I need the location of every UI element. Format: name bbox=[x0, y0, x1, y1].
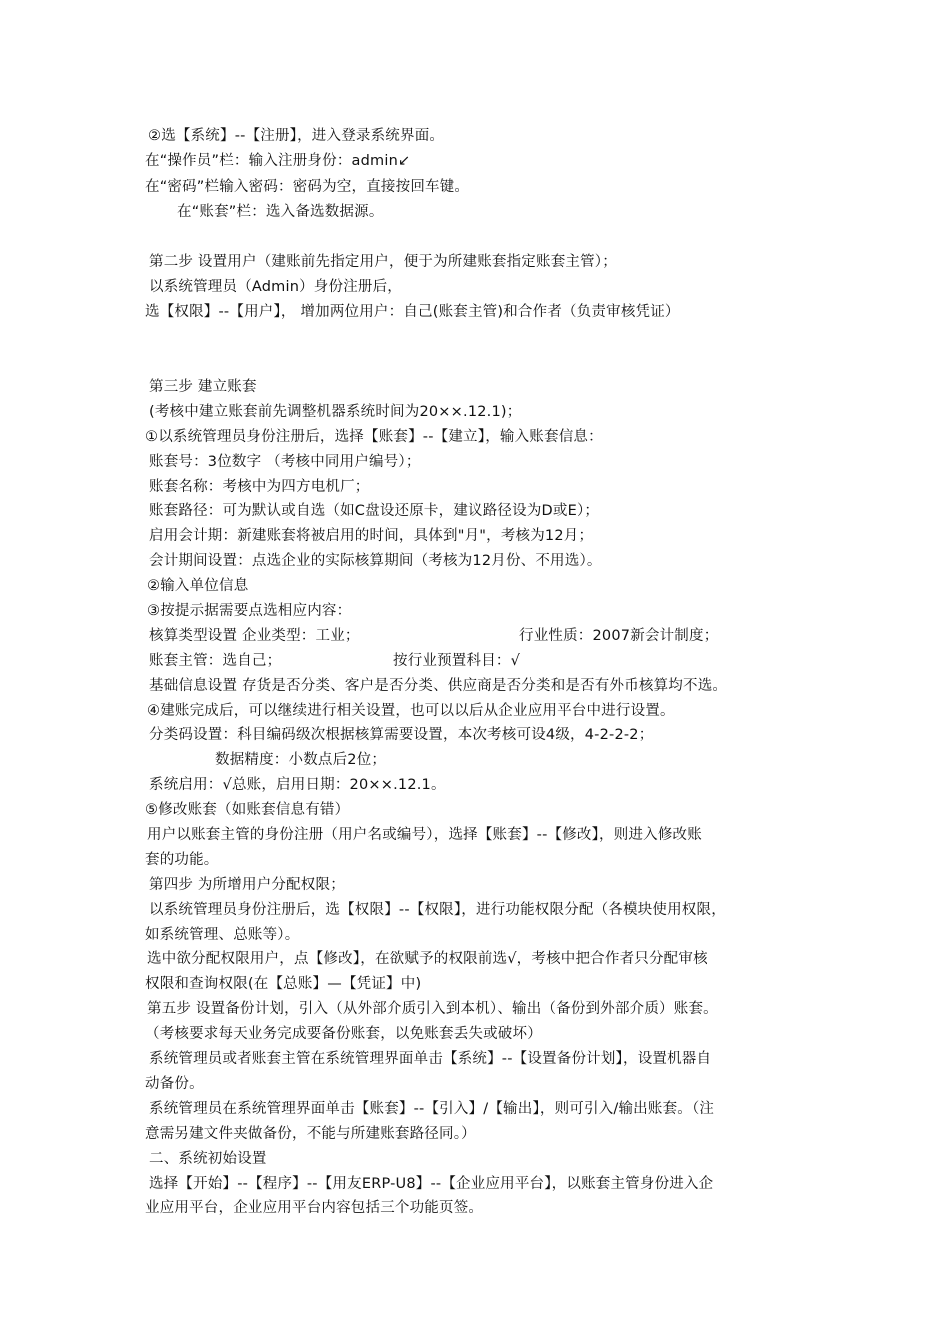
text-line-21: ④建账完成后，可以继续进行相关设置，也可以以后从企业应用平台中进行设置。 bbox=[147, 703, 675, 719]
text-line-27: 套的功能。 bbox=[145, 852, 219, 868]
text-line-1: ②选【系统】--【注册】，进入登录系统界面。 bbox=[148, 128, 445, 144]
text-line-26: 用户以账套主管的身份注册（用户名或编号），选择【账套】--【修改】，则进入修改账 bbox=[147, 827, 702, 843]
text-line-36: 动备份。 bbox=[145, 1076, 204, 1092]
text-line-19b: 按行业预置科目：√ bbox=[393, 653, 521, 669]
text-line-12: 账套名称：考核中为四方电机厂； bbox=[149, 479, 370, 495]
text-line-28: 第四步 为所增用户分配权限； bbox=[149, 877, 345, 893]
text-line-14: 启用会计期：新建账套将被启用的时间，具体到"月"，考核为12月； bbox=[149, 528, 594, 544]
text-line-35: 系统管理员或者账套主管在系统管理界面单击【系统】--【设置备份计划】，设置机器自 bbox=[149, 1051, 712, 1067]
text-line-38: 意需另建文件夹做备份，不能与所建账套路径同。） bbox=[145, 1126, 476, 1142]
text-line-13: 账套路径：可为默认或自选（如C盘设还原卡，建议路径设为D或E）； bbox=[149, 503, 600, 519]
text-line-11: 账套号：3位数字 （考核中同用户编号）； bbox=[149, 454, 421, 470]
text-line-8: 第三步 建立账套 bbox=[149, 379, 257, 395]
text-line-34: （考核要求每天业务完成要备份账套，以免账套丢失或破坏） bbox=[145, 1026, 542, 1042]
text-line-2: 在“操作员”栏：输入注册身份：admin↙ bbox=[145, 153, 411, 169]
text-line-22: 分类码设置：科目编码级次根据核算需要设置，本次考核可设4级，4-2-2-2； bbox=[149, 727, 654, 743]
text-line-40: 选择【开始】--【程序】--【用友ERP-U8】--【企业应用平台】，以账套主管身份进入企 bbox=[149, 1176, 714, 1192]
text-line-7: 选【权限】--【用户】， 增加两位用户：自己(账套主管)和合作者（负责审核凭证） bbox=[145, 304, 680, 320]
text-line-9: (考核中建立账套前先调整机器系统时间为20××.12.1)； bbox=[149, 404, 522, 420]
text-line-39: 二、系统初始设置 bbox=[149, 1151, 267, 1167]
text-line-23: 数据精度：小数点后2位； bbox=[215, 752, 387, 768]
text-line-25: ⑤修改账套（如账套信息有错） bbox=[145, 802, 350, 818]
text-line-3: 在“密码”栏输入密码：密码为空，直接按回车键。 bbox=[145, 179, 470, 195]
text-line-37: 系统管理员在系统管理界面单击【账套】--【引入】/【输出】，则可引入/输出账套。（注 bbox=[149, 1101, 715, 1117]
text-line-18b: 行业性质：2007新会计制度； bbox=[519, 628, 719, 644]
text-line-32: 权限和查询权限(在【总账】—【凭证】中) bbox=[145, 976, 422, 992]
text-line-10: ①以系统管理员身份注册后，选择【账套】--【建立】，输入账套信息： bbox=[145, 429, 603, 445]
text-line-5: 第二步 设置用户（建账前先指定用户，便于为所建账套指定账套主管）； bbox=[149, 254, 617, 270]
text-line-41: 业应用平台，企业应用平台内容包括三个功能页签。 bbox=[145, 1200, 484, 1216]
text-line-19a: 账套主管：选自己； bbox=[149, 653, 282, 669]
text-line-16: ②输入单位信息 bbox=[147, 578, 249, 594]
text-line-29: 以系统管理员身份注册后，选【权限】--【权限】，进行功能权限分配（各模块使用权限， bbox=[149, 902, 726, 918]
text-line-15: 会计期间设置：点选企业的实际核算期间（考核为12月份、不用选）。 bbox=[149, 553, 602, 569]
text-line-17: ③按提示据需要点选相应内容： bbox=[147, 603, 352, 619]
text-line-24: 系统启用：√总账，启用日期：20××.12.1。 bbox=[149, 777, 446, 793]
text-line-31: 选中欲分配权限用户，点【修改】，在欲赋予的权限前选√，考核中把合作者只分配审核 bbox=[147, 951, 708, 967]
text-line-20: 基础信息设置 存货是否分类、客户是否分类、供应商是否分类和是否有外币核算均不选。 bbox=[149, 678, 728, 694]
text-line-33: 第五步 设置备份计划，引入（从外部介质引入到本机）、输出（备份到外部介质）账套。 bbox=[147, 1001, 718, 1017]
text-line-4: 在“账套”栏：选入备选数据源。 bbox=[177, 204, 384, 220]
text-line-18a: 核算类型设置 企业类型：工业； bbox=[149, 628, 360, 644]
text-line-30: 如系统管理、总账等）。 bbox=[145, 927, 300, 943]
text-line-6: 以系统管理员（Admin）身份注册后， bbox=[149, 279, 403, 295]
